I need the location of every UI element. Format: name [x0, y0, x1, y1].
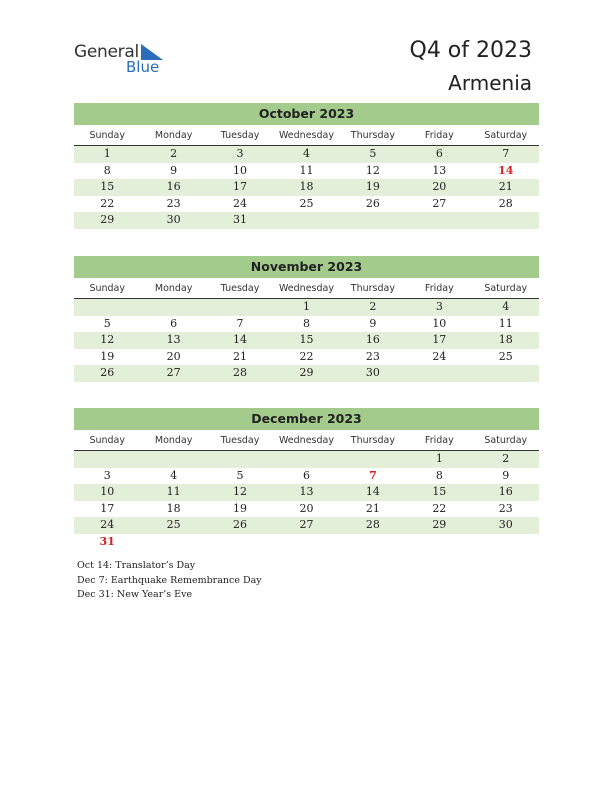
- date-cell: 18: [166, 501, 181, 515]
- date-cell: 28: [498, 196, 513, 210]
- weekday-label: Monday: [154, 130, 193, 141]
- date-cell: 13: [299, 485, 314, 498]
- week-row: [74, 163, 539, 180]
- date-cell: 7: [236, 316, 244, 330]
- date-cell: 15: [299, 333, 314, 346]
- date-cell: [74, 451, 140, 468]
- weekday-label: Wednesday: [278, 130, 334, 141]
- date-cell: 26: [365, 196, 380, 210]
- week-row: [74, 299, 539, 316]
- date-cell: 9: [369, 316, 377, 330]
- date-cell: 25: [299, 196, 314, 210]
- date-cell: 23: [498, 501, 513, 515]
- date-cell: 26: [100, 366, 115, 379]
- week-row: [74, 212, 539, 229]
- date-cell: 16: [166, 180, 181, 193]
- holiday-note: Dec 31: New Year’s Eve: [77, 589, 193, 600]
- date-cell: 10: [233, 163, 248, 177]
- date-cell: 10: [100, 485, 115, 498]
- date-cell: [340, 451, 406, 468]
- holiday-notes: [77, 559, 262, 603]
- date-cell: 30: [166, 213, 181, 226]
- date-cell: 17: [432, 333, 447, 346]
- date-cell: 3: [103, 468, 111, 482]
- date-cell: 11: [299, 163, 314, 177]
- date-cell: [140, 299, 206, 316]
- date-cell: 6: [302, 468, 310, 482]
- weekday-label: Tuesday: [220, 435, 260, 446]
- date-cell: [140, 451, 206, 468]
- date-cell: [473, 365, 539, 382]
- date-cell: [140, 534, 206, 551]
- weekday-label: Saturday: [484, 130, 528, 141]
- date-cell: 17: [233, 180, 248, 193]
- date-cell: [340, 534, 406, 551]
- date-cell: 22: [100, 196, 115, 210]
- date-cell: 13: [166, 333, 181, 346]
- weekday-header-row: [74, 127, 539, 146]
- date-cell: 22: [299, 349, 314, 363]
- date-cell: 9: [502, 468, 510, 482]
- date-cell: 17: [100, 501, 115, 515]
- date-cell: [273, 451, 339, 468]
- date-cell: 12: [365, 163, 380, 177]
- month-title: December 2023: [74, 408, 539, 430]
- date-cell: 25: [166, 518, 181, 531]
- date-cell: 7: [502, 147, 510, 160]
- date-cell: 1: [435, 452, 443, 465]
- date-cell: 11: [166, 485, 181, 498]
- logo-text-general: General: [74, 42, 139, 62]
- date-cell: 27: [299, 518, 314, 531]
- date-cell: 2: [369, 300, 377, 313]
- date-cell: 28: [233, 366, 248, 379]
- date-cell: [406, 365, 472, 382]
- date-cell: [207, 534, 273, 551]
- date-cell: 30: [365, 366, 380, 379]
- holiday-date-cell: 31: [99, 534, 115, 548]
- week-row: [74, 179, 539, 196]
- holiday-note: Oct 14: Translator’s Day: [77, 560, 196, 571]
- date-cell: 12: [100, 333, 115, 346]
- date-cell: 8: [435, 468, 443, 482]
- weekday-label: Saturday: [484, 435, 528, 446]
- calendar-november: [74, 256, 539, 382]
- holiday-note: Dec 7: Earthquake Remembrance Day: [77, 574, 262, 586]
- week-row: [74, 451, 539, 468]
- date-cell: 20: [166, 349, 181, 363]
- calendar-december: [74, 408, 539, 550]
- date-cell: 21: [365, 501, 380, 515]
- weekday-label: Tuesday: [220, 130, 260, 141]
- week-row: [74, 349, 539, 366]
- date-cell: 24: [432, 349, 447, 363]
- date-cell: 29: [100, 213, 115, 226]
- date-cell: 22: [432, 501, 447, 515]
- date-cell: 15: [100, 180, 115, 193]
- date-cell: [74, 299, 140, 316]
- date-cell: [406, 534, 472, 551]
- week-row: [74, 501, 539, 518]
- date-cell: 12: [233, 485, 248, 498]
- page-title: Q4 of 2023: [409, 38, 532, 63]
- weekday-label: Thursday: [350, 435, 395, 446]
- weekday-label: Wednesday: [278, 283, 334, 294]
- date-cell: 3: [435, 300, 443, 313]
- week-row: [74, 484, 539, 501]
- date-cell: 16: [365, 333, 380, 346]
- date-cell: [473, 212, 539, 229]
- date-cell: 2: [502, 452, 510, 465]
- date-cell: 24: [233, 196, 248, 210]
- date-cell: 25: [498, 349, 513, 363]
- date-cell: 9: [170, 163, 178, 177]
- date-cell: 20: [432, 180, 447, 193]
- date-cell: 5: [369, 147, 377, 160]
- date-cell: 13: [432, 163, 447, 177]
- date-cell: 21: [498, 180, 513, 193]
- weekday-label: Sunday: [89, 435, 125, 446]
- weekday-header-row: [74, 432, 539, 451]
- date-cell: 14: [233, 333, 248, 346]
- date-cell: 16: [498, 485, 513, 498]
- weekday-label: Friday: [424, 435, 454, 446]
- holiday-date-cell: 7: [369, 468, 377, 482]
- date-cell: 27: [166, 366, 181, 379]
- date-cell: 31: [233, 213, 248, 226]
- date-cell: 30: [498, 518, 513, 531]
- weekday-label: Monday: [154, 283, 193, 294]
- weekday-label: Sunday: [89, 283, 125, 294]
- weekday-label: Monday: [154, 435, 193, 446]
- date-cell: 1: [302, 300, 310, 313]
- date-cell: 29: [299, 366, 314, 379]
- week-row: [74, 146, 539, 163]
- date-cell: 23: [365, 349, 380, 363]
- date-cell: 11: [498, 316, 513, 330]
- date-cell: 26: [233, 518, 248, 531]
- date-cell: 24: [100, 518, 115, 531]
- country-name: Armenia: [448, 71, 532, 95]
- weekday-label: Friday: [424, 130, 454, 141]
- calendar-october: [74, 103, 539, 229]
- week-row: [74, 332, 539, 349]
- date-cell: 28: [365, 518, 380, 531]
- date-cell: [273, 212, 339, 229]
- date-cell: 4: [502, 300, 510, 313]
- date-cell: 18: [299, 180, 314, 193]
- week-row: [74, 468, 539, 485]
- date-cell: 18: [498, 333, 513, 346]
- date-cell: 21: [233, 349, 248, 363]
- month-title: October 2023: [74, 103, 539, 125]
- date-cell: 27: [432, 196, 447, 210]
- generalblue-logo: [74, 42, 174, 82]
- date-cell: [473, 534, 539, 551]
- date-cell: 19: [100, 349, 115, 363]
- date-cell: 2: [170, 147, 178, 160]
- date-cell: 6: [435, 147, 443, 160]
- date-cell: 5: [236, 468, 244, 482]
- date-cell: [406, 212, 472, 229]
- weekday-label: Sunday: [89, 130, 125, 141]
- date-cell: 3: [236, 147, 244, 160]
- date-cell: 1: [103, 147, 111, 160]
- date-cell: 6: [170, 316, 178, 330]
- date-cell: 20: [299, 501, 314, 515]
- date-cell: 19: [365, 180, 380, 193]
- date-cell: 23: [166, 196, 181, 210]
- date-cell: 4: [170, 468, 178, 482]
- holiday-date-cell: 14: [498, 163, 514, 177]
- date-cell: 15: [432, 485, 447, 498]
- date-cell: 10: [432, 316, 447, 330]
- date-cell: [207, 299, 273, 316]
- month-title: November 2023: [74, 256, 539, 278]
- weekday-label: Wednesday: [278, 435, 334, 446]
- weekday-header-row: [74, 280, 539, 299]
- date-cell: [207, 451, 273, 468]
- week-row: [74, 316, 539, 333]
- date-cell: 29: [432, 518, 447, 531]
- date-cell: 4: [302, 147, 310, 160]
- date-cell: 8: [103, 163, 111, 177]
- week-row: [74, 196, 539, 213]
- weekday-label: Tuesday: [220, 283, 260, 294]
- weekday-label: Thursday: [350, 130, 395, 141]
- logo-text-blue: Blue: [126, 58, 160, 76]
- week-row: [74, 365, 539, 382]
- date-cell: 14: [365, 485, 380, 498]
- weekday-label: Saturday: [484, 283, 528, 294]
- week-row: [74, 517, 539, 534]
- date-cell: 8: [302, 316, 310, 330]
- date-cell: 19: [233, 501, 248, 515]
- date-cell: [273, 534, 339, 551]
- weekday-label: Friday: [424, 283, 454, 294]
- weekday-label: Thursday: [350, 283, 395, 294]
- date-cell: [340, 212, 406, 229]
- week-row: [74, 534, 539, 551]
- date-cell: 5: [103, 316, 111, 330]
